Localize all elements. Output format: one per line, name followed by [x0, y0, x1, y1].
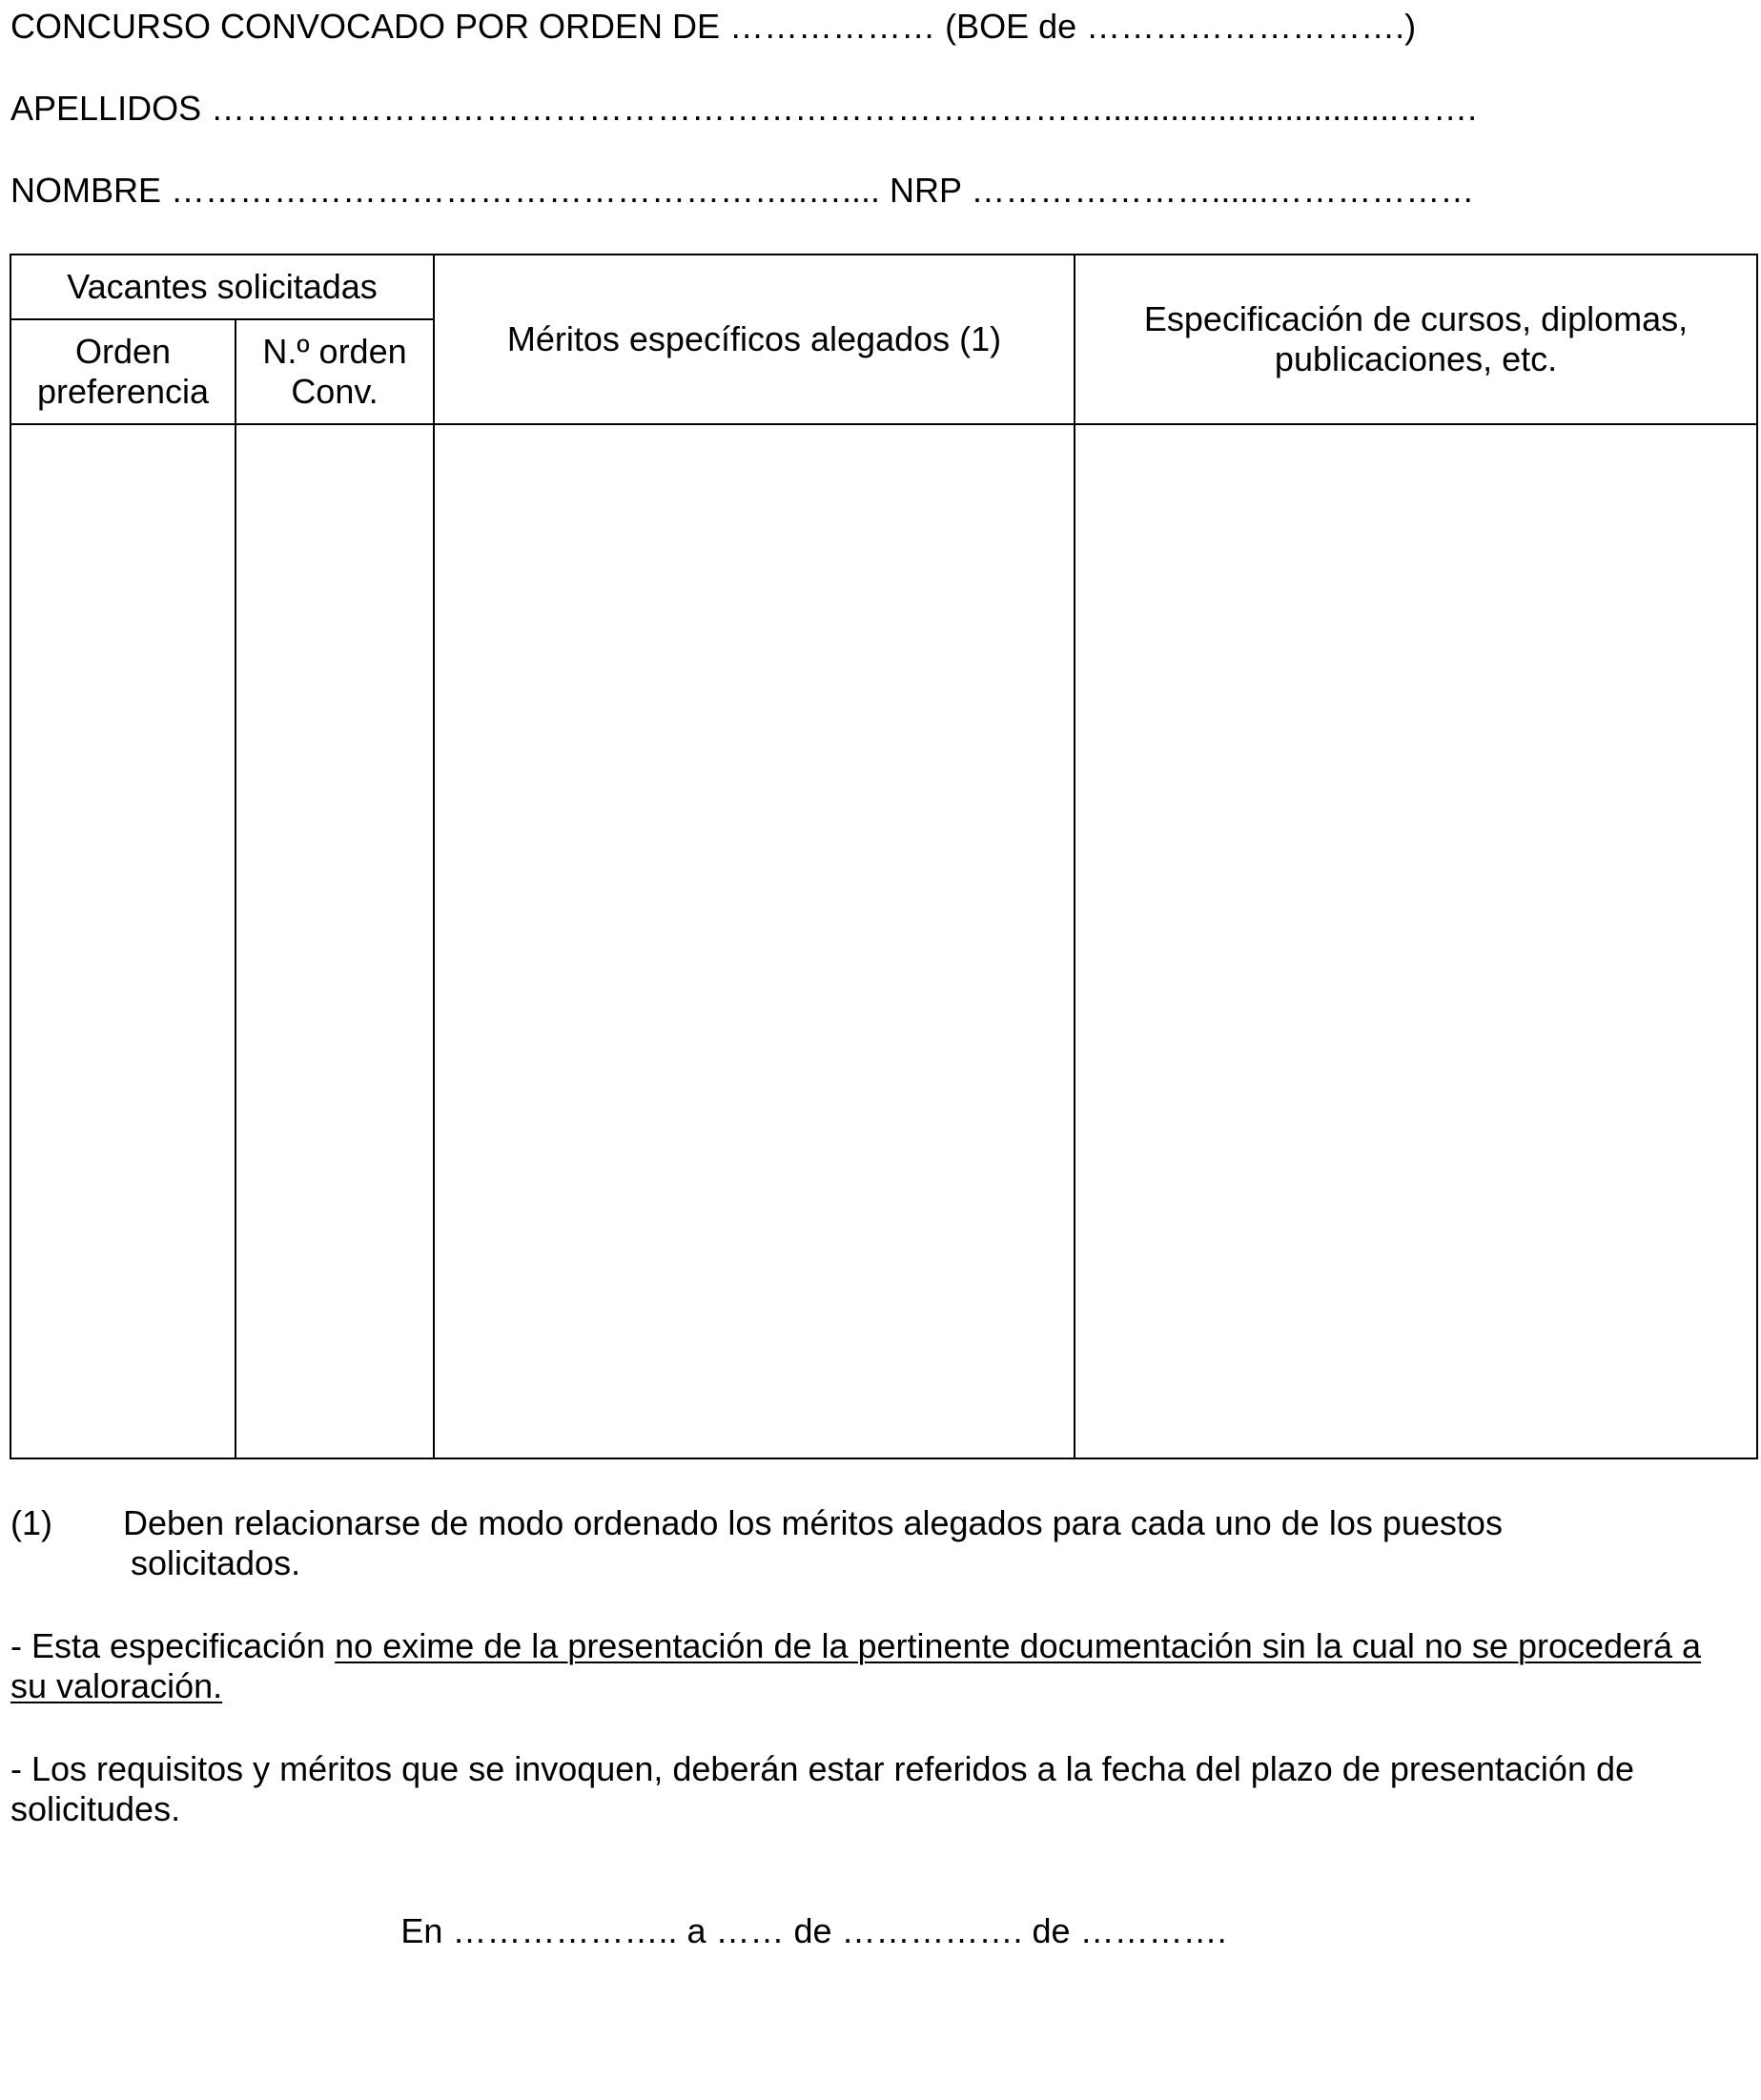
note-documentacion-underlined: no exime de la presentación de la pertinente documentación sin la cual no se procederá a su valoración.	[10, 1626, 1702, 1705]
note-documentacion	[10, 1626, 1746, 1706]
orden-preferencia-header: Orden preferencia	[10, 319, 235, 424]
footnote-1	[10, 1503, 1746, 1583]
note-documentacion-prefix: - Esta especificación	[10, 1626, 336, 1665]
vacantes-solicitadas-header: Vacantes solicitadas	[10, 255, 434, 319]
meritos-especificos-cell[interactable]	[434, 424, 1075, 1458]
signature-date-line: En ……………….. a …… de ……………. de ………….	[400, 1911, 1227, 1950]
concurso-line: CONCURSO CONVOCADO POR ORDEN DE ……………… (BOE de ……………………….)	[10, 7, 1417, 46]
especificacion-cell[interactable]	[1075, 424, 1757, 1458]
numero-orden-conv-cell[interactable]	[235, 424, 434, 1458]
meritos-especificos-header: Méritos específicos alegados (1)	[434, 255, 1075, 424]
nombre-line: NOMBRE ………………………………………………..….... NRP …………………......………………	[10, 171, 1475, 210]
numero-orden-conv-header: N.º orden Conv.	[235, 319, 434, 424]
meritos-table	[10, 254, 1758, 1459]
apellidos-line: APELLIDOS ……………………………………………………………………...............................…….	[10, 89, 1478, 128]
footnote-1-text-line1: Deben relacionarse de modo ordenado los méritos alegados para cada uno de los puestos	[123, 1503, 1503, 1542]
note-requisitos: - Los requisitos y méritos que se invoquen, deberán estar referidos a la fecha del plazo de presentación de solicitudes.	[10, 1749, 1635, 1828]
orden-preferencia-cell[interactable]	[10, 424, 235, 1458]
footnote-1-text-line2: solicitados.	[131, 1543, 301, 1582]
footnote-1-number: (1)	[10, 1503, 52, 1542]
especificacion-header: Especificación de cursos, diplomas, publicaciones, etc.	[1075, 255, 1757, 424]
footnote-1-first-line	[10, 1503, 1746, 1543]
